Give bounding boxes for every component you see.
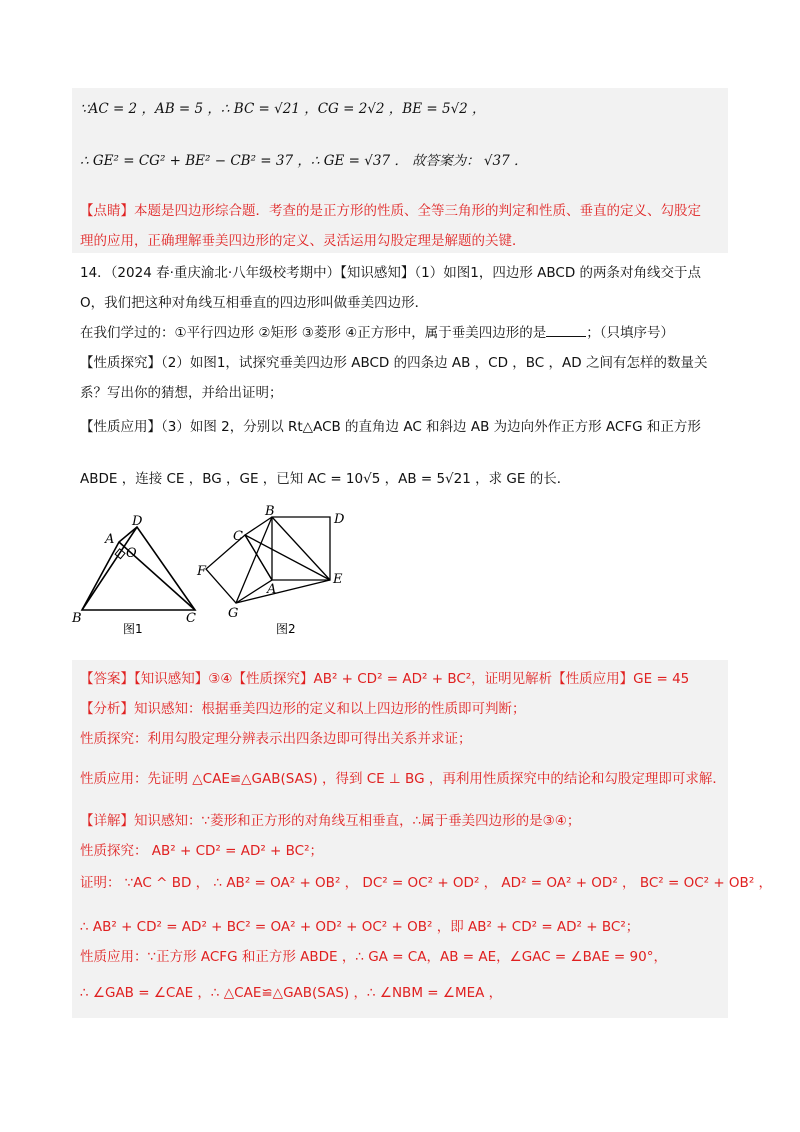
segment-ge bbox=[236, 580, 330, 603]
fig2-label-a: A bbox=[267, 582, 277, 597]
fig1-label-a: A bbox=[105, 532, 115, 547]
problem-line-3-text: 在我们学过的：①平行四边形 ②矩形 ③菱形 ④正方形中，属于垂美四边形的是 bbox=[80, 325, 547, 341]
fig2-label-b: B bbox=[265, 505, 275, 519]
fig1-label-o: O bbox=[126, 546, 137, 561]
analysis-line-2: 性质探究：利用勾股定理分辨表示出四条边即可得出关系并求证； bbox=[80, 731, 472, 747]
fig1-label-c: C bbox=[186, 611, 196, 626]
figure-1 bbox=[82, 527, 195, 610]
problem-line-1: 14．（2024 春·重庆渝北·八年级校考期中）【知识感知】（1）如图1，四边形 ABCD 的两条对角线交于点 bbox=[80, 265, 701, 281]
analysis-line-3: 性质应用：先证明 △CAE≌△GAB(SAS) ，得到 CE ⊥ BG ，再利用性质探究中的结论和勾股定理即可求解． bbox=[80, 771, 726, 787]
answer-line-1: 【答案】【知识感知】③④【性质探究】AB² + CD² = AD² + BC²，证明见解析【性质应用】GE = 45 bbox=[80, 671, 690, 687]
analysis-line-1: 【分析】知识感知：根据垂美四边形的定义和以上四边形的性质即可判断； bbox=[80, 701, 526, 717]
comment-line-2: 理的应用，正确理解垂美四边形的定义、灵活运用勾股定理是解题的关键． bbox=[80, 233, 526, 249]
problem-line-7: ABDE ，连接 CE ，BG ，GE ，已知 AC = 10√5 ，AB = 5√21 ，求 GE 的长． bbox=[80, 471, 571, 487]
fig2-label-g: G bbox=[228, 606, 239, 621]
comment-line-1: 【点睛】本题是四边形综合题．考查的是正方形的性质、全等三角形的判定和性质、垂直的定义、勾股定 bbox=[80, 203, 701, 219]
problem-line-3-tail: ；（只填序号） bbox=[586, 325, 675, 341]
fig2-label-e: E bbox=[333, 572, 343, 587]
detail-line-2: 性质探究： AB² + CD² = AD² + BC²； bbox=[80, 843, 324, 859]
answer-blank[interactable] bbox=[546, 324, 586, 337]
problem-line-6: 【性质应用】（3）如图 2，分别以 Rt△ACB 的直角边 AC 和斜边 AB 为边向外作正方形 ACFG 和正方形 bbox=[80, 419, 701, 435]
problem-line-2: O，我们把这种对角线互相垂直的四边形叫做垂美四边形． bbox=[80, 295, 429, 311]
problem-line-3 bbox=[80, 324, 674, 342]
segment-be bbox=[272, 517, 330, 580]
fig2-label-f: F bbox=[197, 564, 207, 579]
geometry-figures bbox=[60, 505, 380, 645]
detail-line-1: 【详解】知识感知：∵菱形和正方形的对角线互相垂直，∴属于垂美四边形的是③④； bbox=[80, 813, 581, 829]
fig1-label-d: D bbox=[132, 514, 143, 529]
fig1-label-b: B bbox=[72, 611, 82, 626]
detail-line-4: ∴ AB² + CD² = AD² + BC² = OA² + OD² + OC² + OB² ，即 AB² + CD² = AD² + BC²； bbox=[80, 919, 640, 935]
fig2-caption: 图2 bbox=[276, 622, 296, 636]
fig2-label-d: D bbox=[334, 512, 345, 527]
fig2-label-c: C bbox=[233, 529, 243, 544]
fig1-caption: 图1 bbox=[123, 622, 143, 636]
problem-line-4: 【性质探究】（2）如图1，试探究垂美四边形 ABCD 的四条边 AB ，CD ，BC ，AD 之间有怎样的数量关 bbox=[80, 355, 708, 371]
detail-line-3: 证明： ∵AC ^ BD ， ∴ AB² = OA² + OB² ， DC² = OC² + OD² ， AD² = OA² + OD² ， BC² = OC² + OB² ， bbox=[80, 875, 773, 891]
solution-line-2: ∴ GE² = CG² + BE² − CB² = 37 ，∴ GE = √37 ． 故答案为： √37 ． bbox=[80, 153, 528, 169]
detail-line-5: 性质应用：∵正方形 ACFG 和正方形 ABDE ，∴ GA = CA，AB = AE，∠GAC = ∠BAE = 90°， bbox=[80, 949, 667, 965]
detail-line-6: ∴ ∠GAB = ∠CAE ，∴ △CAE≌△GAB(SAS) ，∴ ∠NBM = ∠MEA ， bbox=[80, 985, 503, 1001]
square-acfg bbox=[206, 535, 272, 603]
problem-line-5: 系？写出你的猜想，并给出证明； bbox=[80, 385, 283, 401]
quad-abcd bbox=[82, 527, 195, 610]
solution-line-1: ∵AC = 2 ，AB = 5 ，∴ BC = √21 ，CG = 2√2 ，BE = 5√2 ， bbox=[80, 101, 486, 117]
